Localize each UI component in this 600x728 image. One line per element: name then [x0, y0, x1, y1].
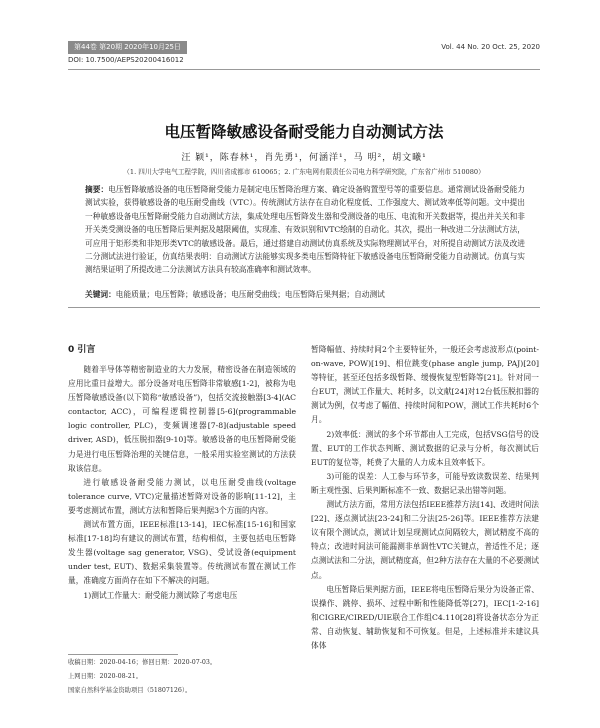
- online-date: 上网日期：2020-08-21。: [68, 673, 143, 680]
- paragraph: 1)测试工作量大：耐受能力测试除了考虑电压: [83, 590, 238, 600]
- abstract: [85, 183, 525, 277]
- left-column: [68, 343, 296, 603]
- keywords-text: 电能质量；电压暂降；敏感设备；电压耐受曲线；电压暂降后果判据；自动测试: [115, 290, 385, 299]
- abstract-label: 摘要：: [85, 185, 109, 194]
- issue-info-english: Vol. 44 No. 20 Oct. 25, 2020: [441, 43, 540, 51]
- right-column: [311, 343, 539, 653]
- paragraph: 随着半导体等精密制造业的大力发展，精密设备在制造领域的应用比重日益增大。部分设备对电压暂降非常敏感[1-2]，被称为电压暂降敏感设备(以下简称“敏感设备”)，包括交流接触器[3-4](AC contactor, ACC)，可编程逻辑控制器[5-6](programmable logic controller, PLC)，变频调速器[7-8](adjustable speed driver, ASD)，低压脱扣器[9-10]等。敏感设备的电压暂降耐受能力是进行电压暂降治理的关键信息，一般采用实验室测试的方法获取该信息。: [68, 365, 296, 473]
- paper-title: 电压暂降敏感设备耐受能力自动测试方法: [164, 123, 444, 141]
- received-date: 收稿日期：2020-04-16；修回日期：2020-07-03。: [68, 659, 217, 666]
- paragraph: 电压暂降后果判据方面，IEEE将电压暂降后果分为设备正常、误操作、跳停、损坏、过程中断和性能降低等[27]，IEC[1-2-16]和CIGRE/CIRED/UIE联合工作组C4.110[28]将设备状态分为正常、自动恢复、辅助恢复和不可恢复。但是，上述标准并未建议具体体: [311, 584, 539, 650]
- footnotes: [68, 656, 296, 698]
- doi: DOI: 10.7500/AEPS20200416012: [68, 56, 184, 64]
- paragraph: 2)效率低：测试的多个环节都由人工完成，包括VSG信号的设置、EUT的工作状态判断、测试数据的记录与分析，每次测试后EUT的复位等，耗费了大量的人力成本且效率低下。: [311, 429, 539, 467]
- paragraph: 测试布置方面，IEEE标准[13-14]，IEC标准[15-16]和国家标准[17-18]均有建议的测试布置，结构相似，主要包括电压暂降发生器(voltage sag generator, VSG)、受试设备(equipment under test, EUT)、数据采集装置等。传统测试布置在测试工作量，准确度方面尚存在如下不解决的问题。: [68, 520, 296, 586]
- paragraph: 3)可能的误差：人工参与环节多，可能导致读数误差、结果判断主观性强、后果判断标准不一致、数据记录出错等问题。: [311, 471, 539, 495]
- abstract-divider: [68, 307, 540, 308]
- journal-header: [68, 41, 540, 55]
- issue-info: 第44卷 第20期 2020年10月25日: [68, 41, 187, 54]
- keywords-label: 关键词：: [85, 290, 116, 299]
- affiliations: （1. 四川大学电气工程学院，四川省成都市 610065；2. 广东电网有限责任公司电力科学研究院，广东省广州市 510080）: [123, 168, 485, 176]
- footnote-divider: [68, 654, 178, 655]
- keywords: [85, 289, 525, 301]
- paragraph: 测试方法方面，常用方法包括IEEE推荐方法[14]、改进时间法[22]、逐点测试法[23-24]和二分法[25-26]等。IEEE推荐方法建议有限个测试点，测试计划呈现测试点间隔较大，测试精度不高的特点；改进时间法可能漏测非单调性VTC关键点，普适性不足；逐点测试法和二分法，测试精度高，但2种方法存在大量的不必要测试点。: [311, 500, 539, 580]
- abstract-text: 电压暂降敏感设备的电压暂降耐受能力是制定电压暂降治理方案、确定设备购置型号等的重要信息。通常测试设备耐受能力测试实验，获得敏感设备的电压耐受曲线（VTC）。传统测试方法存在自动化程度低、工作强度大、测试效率低等问题。文中提出一种敏感设备电压暂降耐受能力自动测试方法，集成处理电压暂降发生器和受测设备的电压、电流和开关数据等，提出并关关和非开关类受测设备的电压暂降后果判据及越限阈值，实现准、有效识别和VTC绘制的自动化。其次，提出一种改进二分法测试方法，可应用于矩形类和非矩形类VTC的敏感设备。最后，通过搭建自动测试仿真系统及实际物理测试平台，对所提自动测试方法及改进二分测试法进行验证，仿真结果表明：自动测试方法能够实现多类电压暂降特征下敏感设备电压暂降耐受能力自动测试。仿真与实测结果证明了所提改进二分法测试方法具有较高准确率和测试效率。: [85, 185, 525, 275]
- author-list: 汪 颖¹，陈春林¹，肖先勇¹，何涵洋¹，马 明²，胡文曦¹: [181, 153, 427, 163]
- paragraph: 暂降幅值、持续时间2个主要特征外，一般还会考虑波形点(point-on-wave, POW)[19]、相位跳变(phase angle jump, PAJ)[20]等特征，甚至还包括多级暂降、缓慢恢复型暂降等[21]。针对同一台EUT，测试工作量大、耗时多，以文献[24]对12台低压脱扣器的测试为例，仅考虑了幅值、持续时间和POW，测试工作共耗时6个月。: [311, 345, 539, 425]
- paragraph: 进行敏感设备耐受能力测试，以电压耐受曲线(voltage tolerance curve, VTC)定量描述暂降对设备的影响[11-12]，主要考虑测试布置，测试方法和暂降后果判据3个方面的内容。: [68, 477, 296, 515]
- header-divider: [68, 69, 540, 70]
- funding-note: 国家自然科学基金资助项目（51807126）。: [68, 687, 192, 694]
- section-heading: 0 引言: [68, 345, 96, 355]
